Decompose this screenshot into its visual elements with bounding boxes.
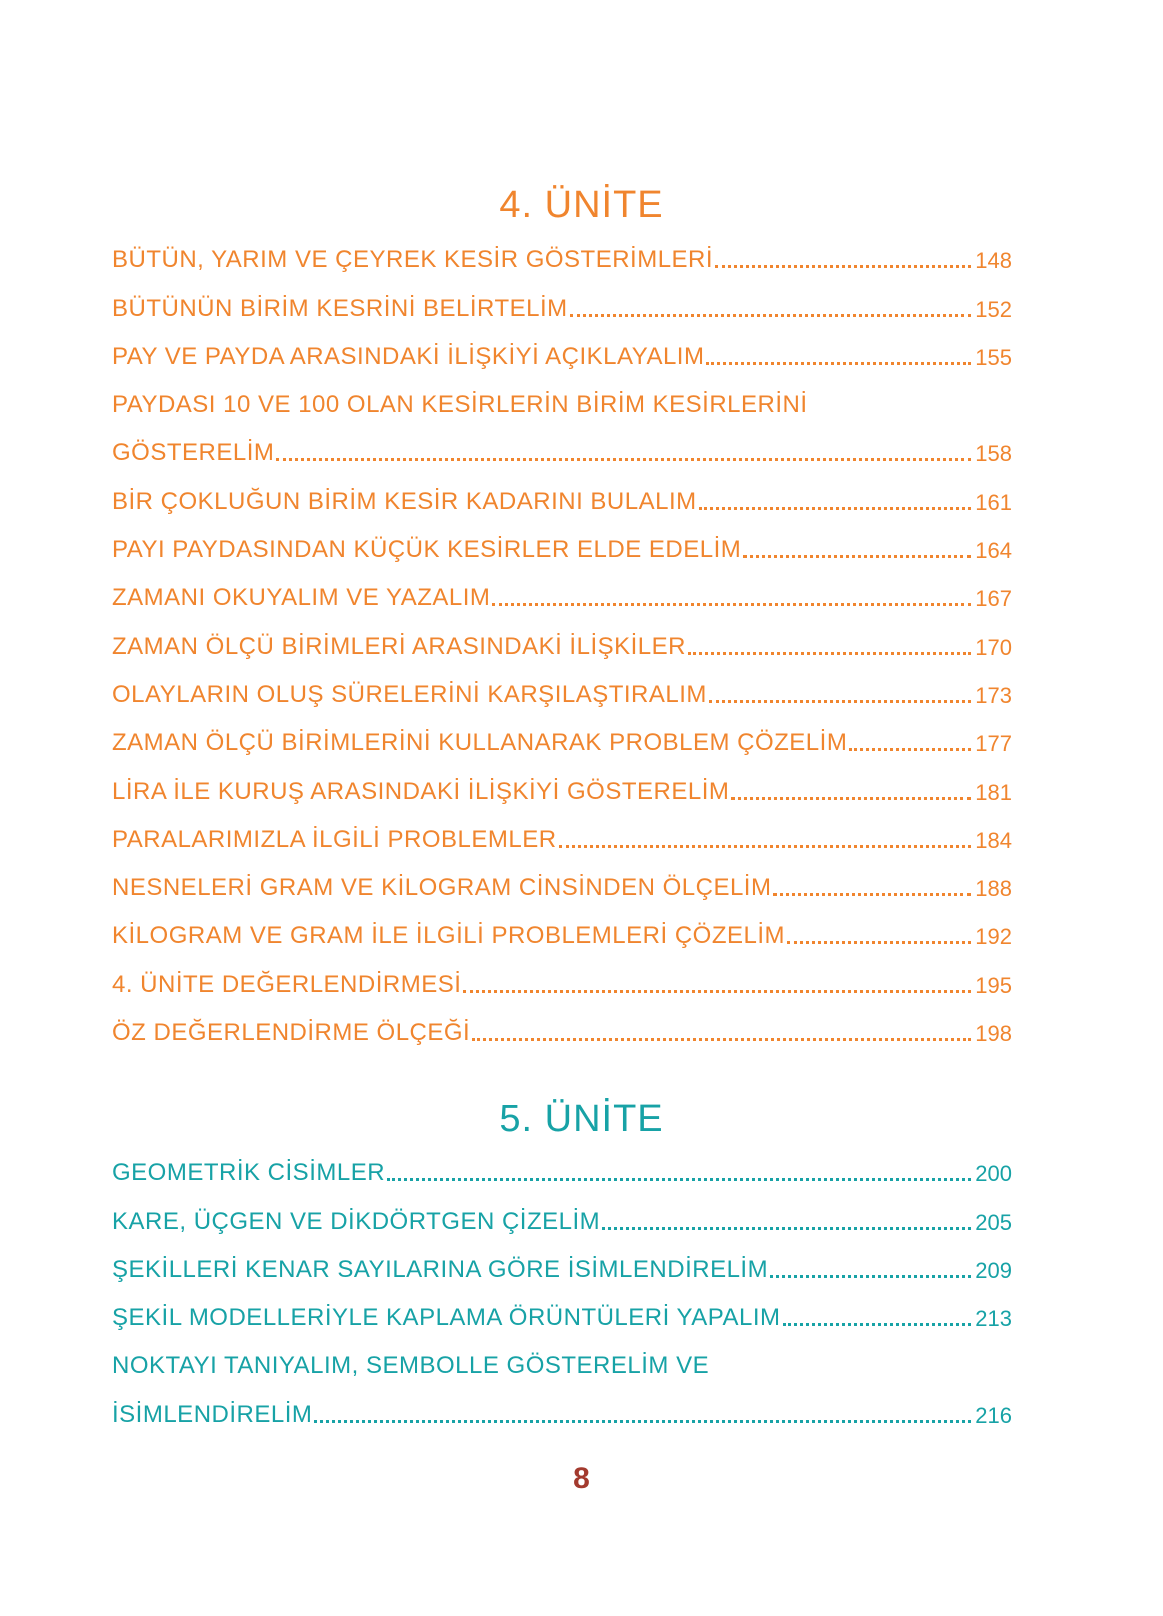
toc-entry[interactable]	[112, 428, 1012, 476]
toc-entry-title[interactable]: ZAMAN ÖLÇÜ BİRİMLERİNİ KULLANARAK PROBLEM ÇÖZELİM	[112, 729, 848, 757]
dot-leader	[559, 845, 972, 848]
toc-entry-page[interactable]: 161	[975, 489, 1012, 515]
toc-entry-title[interactable]: OLAYLARIN OLUŞ SÜRELERİNİ KARŞILAŞTIRALIM	[112, 680, 707, 708]
dot-leader	[709, 700, 971, 703]
toc-entry-page[interactable]: 167	[975, 586, 1012, 612]
dot-leader	[314, 1420, 971, 1423]
toc-entry[interactable]	[112, 1389, 1012, 1437]
dot-leader	[743, 555, 971, 558]
dot-leader	[849, 748, 971, 751]
dot-leader	[731, 797, 971, 800]
toc-entry-title[interactable]: ŞEKİLLERİ KENAR SAYILARINA GÖRE İSİMLENDİRELİM	[112, 1255, 769, 1283]
dot-leader	[463, 990, 971, 993]
toc-entry-title[interactable]: LİRA İLE KURUŞ ARASINDAKİ İLİŞKİYİ GÖSTERELİM	[112, 777, 730, 805]
toc-entry-page[interactable]: 181	[975, 779, 1012, 805]
toc-entry[interactable]	[112, 863, 1012, 911]
toc-entry-title[interactable]: GÖSTERELİM	[112, 439, 275, 467]
toc-entry-page[interactable]: 213	[975, 1306, 1012, 1332]
unit-4-toc	[112, 235, 1012, 1056]
toc-entry-page[interactable]: 173	[975, 682, 1012, 708]
toc-entry-title[interactable]: NESNELERİ GRAM VE KİLOGRAM CİNSİNDEN ÖLÇELİM	[112, 874, 772, 902]
toc-entry-line	[112, 380, 1012, 428]
toc-entry-page[interactable]: 148	[975, 248, 1012, 274]
dot-leader	[492, 603, 971, 606]
toc-entry[interactable]	[112, 1245, 1012, 1293]
toc-entry-title[interactable]: GEOMETRİK CİSİMLER	[112, 1159, 386, 1187]
toc-entry[interactable]	[112, 235, 1012, 283]
toc-entry[interactable]	[112, 1148, 1012, 1196]
toc-entry[interactable]	[112, 573, 1012, 621]
toc-entry-title[interactable]: NOKTAYI TANIYALIM, SEMBOLLE GÖSTERELİM VE	[112, 1352, 710, 1380]
toc-entry-title[interactable]: PAYDASI 10 VE 100 OLAN KESİRLERİN BİRİM KESİRLERİNİ	[112, 391, 808, 419]
toc-entry-page[interactable]: 170	[975, 634, 1012, 660]
toc-entry-page[interactable]: 158	[975, 441, 1012, 467]
toc-entry-title[interactable]: BİR ÇOKLUĞUN BİRİM KESİR KADARINI BULALIM	[112, 487, 697, 515]
toc-entry[interactable]	[112, 621, 1012, 669]
toc-entry-title[interactable]: ŞEKİL MODELLERİYLE KAPLAMA ÖRÜNTÜLERİ YAPALIM	[112, 1304, 781, 1332]
dot-leader	[787, 941, 971, 944]
page-number: 8	[573, 1462, 590, 1495]
toc-entry-page[interactable]: 205	[975, 1209, 1012, 1235]
toc-entry[interactable]	[112, 670, 1012, 718]
toc-entry-page[interactable]: 188	[975, 876, 1012, 902]
toc-entry-title[interactable]: 4. ÜNİTE DEĞERLENDİRMESİ	[112, 970, 462, 998]
toc-entry[interactable]	[112, 525, 1012, 573]
dot-leader	[706, 362, 971, 365]
unit-5-title: 5. ÜNİTE	[499, 1098, 664, 1140]
toc-entry-title[interactable]: ZAMANI OKUYALIM VE YAZALIM	[112, 584, 491, 612]
toc-entry-title[interactable]: PAY VE PAYDA ARASINDAKİ İLİŞKİYİ AÇIKLAYALIM	[112, 342, 705, 370]
toc-entry-page[interactable]: 184	[975, 827, 1012, 853]
unit-4-title: 4. ÜNİTE	[499, 184, 664, 226]
dot-leader	[783, 1323, 972, 1326]
toc-entry[interactable]	[112, 959, 1012, 1007]
toc-entry-page[interactable]: 195	[975, 972, 1012, 998]
toc-entry-page[interactable]: 216	[975, 1402, 1012, 1428]
dot-leader	[715, 265, 971, 268]
dot-leader	[472, 1038, 971, 1041]
toc-entry-title[interactable]: KARE, ÜÇGEN VE DİKDÖRTGEN ÇİZELİM	[112, 1207, 601, 1235]
toc-entry-title[interactable]: KİLOGRAM VE GRAM İLE İLGİLİ PROBLEMLERİ ÇÖZELİM	[112, 922, 785, 950]
toc-entry[interactable]	[112, 283, 1012, 331]
toc-entry[interactable]	[112, 911, 1012, 959]
dot-leader	[602, 1227, 971, 1230]
toc-entry-page[interactable]: 155	[975, 344, 1012, 370]
dot-leader	[387, 1178, 971, 1181]
toc-entry-page[interactable]: 198	[975, 1021, 1012, 1047]
toc-entry[interactable]	[112, 718, 1012, 766]
toc-entry-title[interactable]: ZAMAN ÖLÇÜ BİRİMLERİ ARASINDAKİ İLİŞKİLER	[112, 632, 686, 660]
toc-entry[interactable]	[112, 332, 1012, 380]
toc-entry-title[interactable]: PARALARIMIZLA İLGİLİ PROBLEMLER	[112, 825, 557, 853]
toc-entry-page[interactable]: 152	[975, 296, 1012, 322]
toc-entry-page[interactable]: 200	[975, 1161, 1012, 1187]
toc-entry-page[interactable]: 177	[975, 731, 1012, 757]
toc-entry[interactable]	[112, 766, 1012, 814]
toc-entry-title[interactable]: İSİMLENDİRELİM	[112, 1400, 313, 1428]
toc-entry[interactable]	[112, 476, 1012, 524]
toc-entry-line	[112, 1341, 1012, 1389]
toc-entry[interactable]	[112, 1293, 1012, 1341]
dot-leader	[276, 458, 971, 461]
toc-entry[interactable]	[112, 815, 1012, 863]
dot-leader	[570, 314, 972, 317]
toc-entry-page[interactable]: 164	[975, 538, 1012, 564]
toc-entry-title[interactable]: BÜTÜN, YARIM VE ÇEYREK KESİR GÖSTERİMLERİ	[112, 246, 714, 274]
dot-leader	[688, 652, 971, 655]
unit-5-toc	[112, 1148, 1012, 1438]
toc-entry-title[interactable]: PAYI PAYDASINDAN KÜÇÜK KESİRLER ELDE EDELİM	[112, 536, 742, 564]
toc-entry-title[interactable]: BÜTÜNÜN BİRİM KESRİNİ BELİRTELİM	[112, 294, 568, 322]
toc-entry-page[interactable]: 192	[975, 924, 1012, 950]
toc-entry[interactable]	[112, 1008, 1012, 1056]
dot-leader	[699, 507, 972, 510]
dot-leader	[773, 893, 971, 896]
toc-entry-title[interactable]: ÖZ DEĞERLENDİRME ÖLÇEĞİ	[112, 1019, 471, 1047]
toc-entry[interactable]	[112, 1196, 1012, 1244]
dot-leader	[770, 1275, 971, 1278]
toc-entry-page[interactable]: 209	[975, 1257, 1012, 1283]
